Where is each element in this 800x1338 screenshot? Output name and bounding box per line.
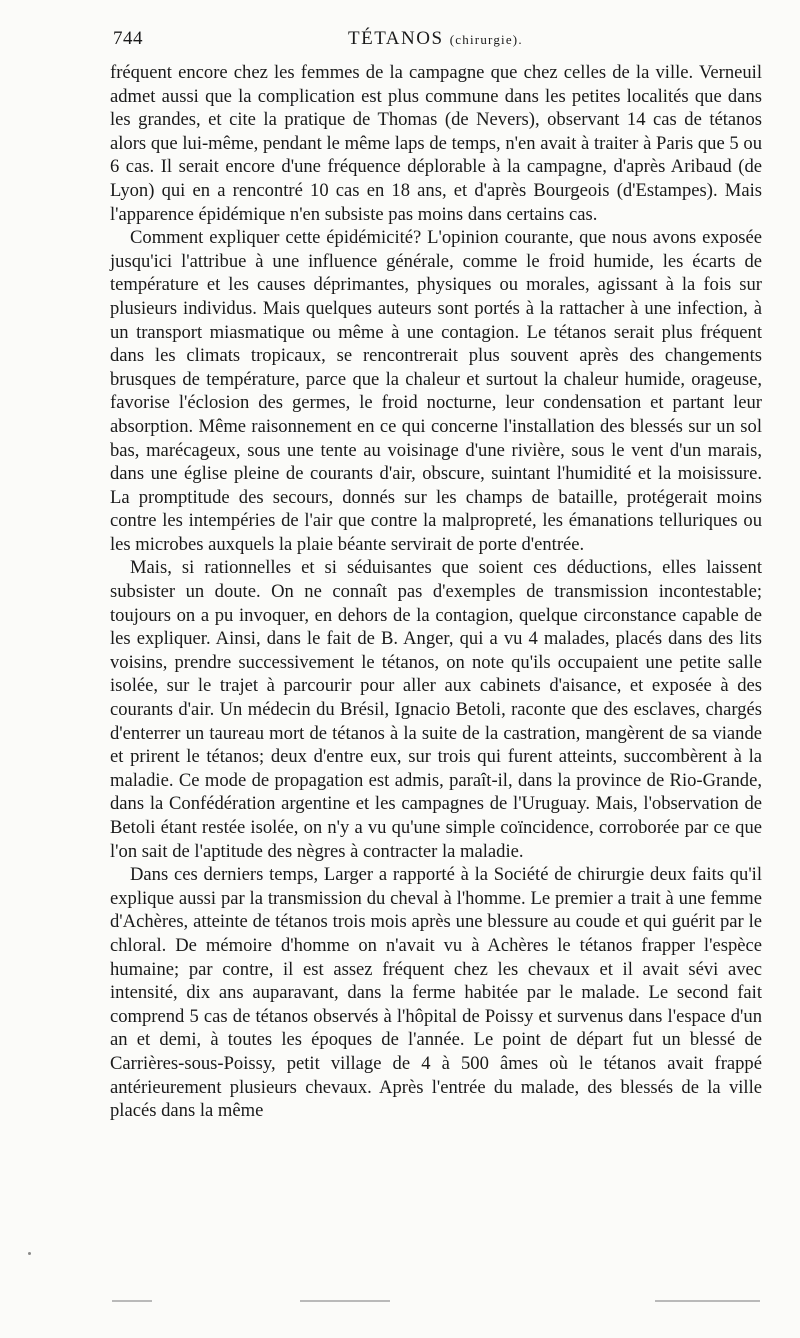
page-header [113,28,762,54]
scan-edge-mark-middle [300,1300,390,1302]
paragraph-larger: Dans ces derniers temps, Larger a rapporté à la Société de chirurgie deux faits qu'il explique aussi par la transmission du cheval à l'homme. Le premier a trait à une femme d'Achères, atteinte de tétanos trois mois après une blessure au coude et qui guérit par le chloral. De mémoire d'homme on n'avait vu à Achères le tétanos frapper l'espèce humaine; par contre, il est assez fréquent chez les chevaux et il avait sévi avec intensité, dix ans auparavant, dans la ferme habitée par le malade. Le second fait comprend 5 cas de tétanos observés à l'hôpital de Poissy et survenus dans l'espace d'un an et demi, à toutes les époques de l'année. Le point de départ fut un blessé de Carrières-sous-Poissy, petit village de 4 à 500 âmes où le tétanos avait frappé antérieurement plusieurs chevaux. Après l'entrée du malade, des blessés de la ville placés dans la même [110,864,762,1122]
scan-speck [28,1252,31,1255]
paragraph-epidemicity: Comment expliquer cette épidémicité? L'opinion courante, que nous avons exposée jusqu'ici l'attribue à une influence générale, comme le froid humide, les écarts de température et les causes déprimantes, physiques ou morales, agissant à la fois sur plusieurs individus. Mais quelques auteurs sont portés à la rattacher à une infection, à un transport miasmatique ou même à une contagion. Le tétanos serait plus fréquent dans les climats tropicaux, se rencontrerait plus souvent après des changements brusques de température, parce que la chaleur et surtout la chaleur humide, orageuse, favorise l'éclosion des germes, le froid nocturne, leur condensation et partant leur absorption. Même raisonnement en ce qui concerne l'installation des blessés sur un sol bas, marécageux, sous une tente au voisinage d'une rivière, sous le vent d'un marais, dans une église pleine de courants d'air, obscure, suintant l'humidité et la moisissure. La promptitude des secours, donnés sur les champs de bataille, protégerait moins contre les intempéries de l'air que contre la malpropreté, les émanations telluriques ou les microbes auxquels la plaie béante servirait de porte d'entrée. [110,227,762,555]
running-title-sub: (chirurgie). [449,32,523,47]
scan-edge-mark-left [112,1300,152,1302]
running-title [348,28,523,50]
scan-edge-mark-right [655,1300,760,1302]
paragraph-continued: fréquent encore chez les femmes de la campagne que chez celles de la ville. Verneuil admet aussi que la complication est plus commune dans les petites localités que dans les grandes, et cite la pratique de Thomas (de Nevers), observant 14 cas de tétanos alors que lui-même, pendant le même laps de temps, n'en avait à traiter à Paris que 5 ou 6 cas. Il serait encore d'une fréquence déplorable à la campagne, d'après Aribaud (de Lyon) qui en a rencontré 10 cas en 18 ans, et d'après Bourgeois (d'Estampes). Mais l'apparence épidémique n'en subsiste pas moins dans certains cas. [110,62,762,225]
paragraph-doubt: Mais, si rationnelles et si séduisantes que soient ces déductions, elles laissent subsister un doute. On ne connaît pas d'exemples de transmission incontestable; toujours on a pu invoquer, en dehors de la contagion, quelque circonstance capable de les expliquer. Ainsi, dans le fait de B. Anger, qui a vu 4 malades, placés dans des lits voisins, prendre successivement le tétanos, on note qu'ils occupaient une petite salle isolée, sur le trajet à parcourir pour aller aux cabinets d'aisance, et exposée à des courants d'air. Un médecin du Brésil, Ignacio Betoli, raconte que des esclaves, chargés d'enterrer un taureau mort de tétanos à la suite de la castration, mangèrent de sa viande et prirent le tétanos; deux d'entre eux, sur trois qui furent atteints, succombèrent à la maladie. Ce mode de propagation est admis, paraît-il, dans la province de Rio-Grande, dans la Confédération argentine et les campagnes de l'Uruguay. Mais, l'observation de Betoli étant restée isolée, on n'y a vu qu'une simple coïncidence, corroborée par ce que l'on sait de l'aptitude des nègres à contracter la maladie. [110,557,762,862]
body-text [110,61,762,1123]
page-number: 744 [113,28,143,49]
running-title-main: TÉTANOS [348,28,444,49]
